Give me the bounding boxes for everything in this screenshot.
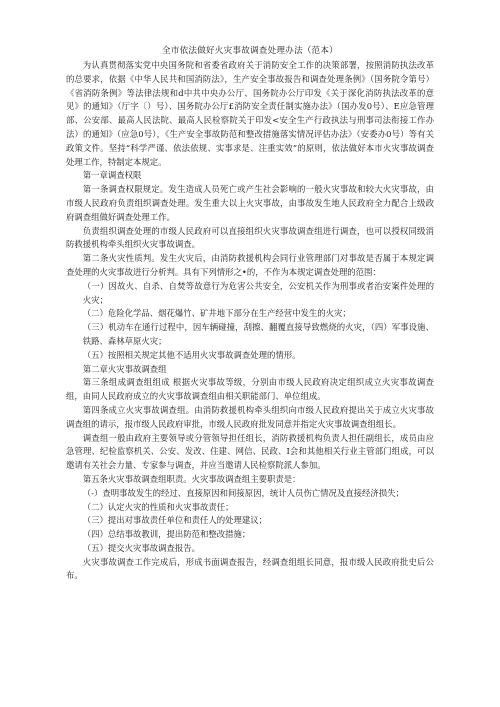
list-item: （五）按照相关规定其他不适用火灾事故调查处理的情形。 [82,349,301,360]
list-item: （二）认定火灾的性质和火灾事故责任； [82,501,234,512]
body-paragraph: 负责组织调查处理的市级人民政府可以直接组织火灾事故调查组进行调查，也可以授权同级消防救援机构牵头组织火灾事故调查。 [66,225,434,250]
chapter-heading: 第一章调查权限 [82,170,142,181]
list-item: （三）提出对事故责任单位和责任人的处理建议； [82,515,268,526]
list-item: （一）因故火、自杀、自焚等故意行为危害公共安全，公安机关作为刑事或者治安案件处理的火灾； [82,280,434,305]
list-item: （三）机动车在通行过程中，因车辆碰撞，刮擦、翻覆直接导致燃烧的火灾，（四）军事设施、铁路、森林草原火灾； [82,322,434,346]
document-title: 全市依法做好火灾事故调查处理办法（范本） [162,46,338,56]
body-paragraph: 调查组一般由政府主要领导或分管领导担任组长，消防救援机构负责人担任副组长，成员由应急管理、纪检监察机关、公安、发改、住建、网信、民政、I会和其他相关行业主管部门组成，可以邀请有关社会力量、专家参与调查，并应当邀请人民检察院派人参加。 [66,432,434,471]
body-paragraph: 第五条火灾事故调查组职责。火灾事故调查组主要职责是： [82,473,301,484]
list-item: （二）危险化学品、烟花爆竹、矿井地下部分在生产经营中发生的火灾； [82,308,351,319]
list-item: （四）总结事故教训，提出防范和整改措施； [82,529,251,540]
body-paragraph: 火灾事故调查工作完成后，形成书面调查报告，经调查组组长同意，报市级人民政府批史后公布。 [66,556,434,581]
body-paragraph: 第三条组成调查组组成 根据火灾事故等级，分别由市级人民政府决定组织成立火灾事故调查组，由同人民政府成立的火灾事故调查组由相关职能部门、单位组成。 [66,377,434,402]
chapter-heading: 第二章火灾事故调查组 [82,363,167,374]
list-item: （-）查明事故发生的经过、直接原因和间接原因，统计人员伤亡情况及直接经济损失； [82,487,404,498]
document-body [66,59,434,583]
body-paragraph: 第二条火灾性质判。发生火灾后，由消防救援机构会同行业管理部门对事故是否属于本规定调查处理的火灾事故进行分析判。具有下列情形之•的，不作为本规定调查处理的范围： [66,253,434,277]
body-paragraph: 第四条成立火灾事故调查组。由消防救援机构牵头组织向市级人民政府提出关于成立火灾事故调查组的请示，报市级人民政府审批，市级人民政府批发同意并指定火灾事故调查组组长。 [66,404,434,429]
body-paragraph: 第一条调查权限规定。发生造成人员死亡或产生社会影响的一般火灾事故和较大火灾事故，由市级人民政府负责组织调查处理。发生重大以上火灾事故，由事故发生地人民政府全力配合上级政府调查组做好调查处理工作。 [66,184,434,222]
body-paragraph: 为认真贯彻落实党中央国务院和省委省政府关于消防安全工作的决策部署，按照消防执法改革的总要求，依据《中华人民共和国消防法》，生产安全事故报告和调查处理条例》（国务院令第号）《省消防条例》等法律法规和d中共中央办公厅、国务院办公厅印发《关于深化消防执法改革的意见》的通知》（厅字〔）号）、国务院办公厅£消防安全责任制实施办法》（国办发0号）、E应急管理部、公安部、最高人民法院、最高人民检察院关于印发<安全生产行政执法与刑事司法衔接工作办法）的通知》（应急0号），《生产安全事故防范和整改措施落实情况评估办法》（安委办0号）等有关政策文件。坚持“科学严谨、依法依规、实事求是、注重实效”的原则，依法做好本市火灾事故调查处理工作，特制定本规定。 [66,60,434,167]
list-item: （五）提交火灾事故调查报告。 [82,542,201,553]
